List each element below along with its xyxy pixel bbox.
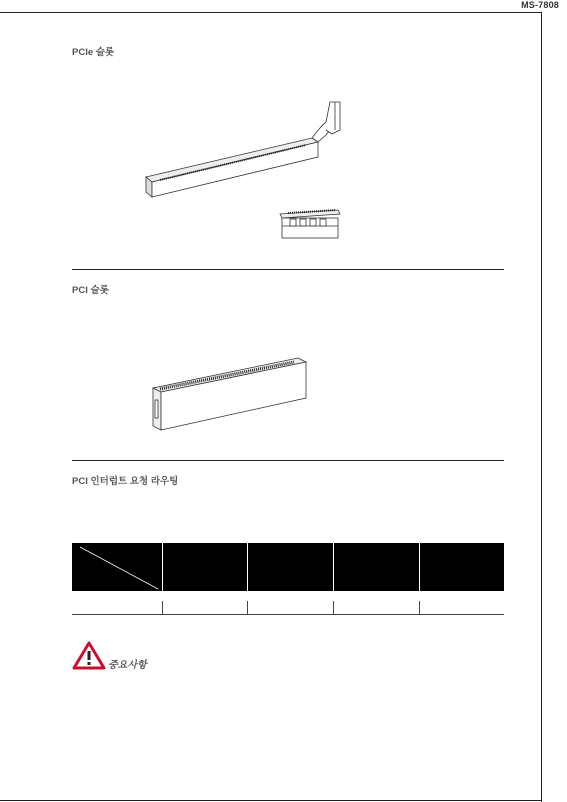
table-column-divider <box>419 543 420 591</box>
table-bottom-rule <box>72 614 504 615</box>
pci-slot-illustration <box>148 350 313 435</box>
table-column-divider <box>333 543 334 591</box>
section-title-pci-irq-routing: PCI 인터럽트 요청 라우팅 <box>72 476 179 487</box>
table-corner-diagonal <box>72 543 162 591</box>
table-row-divider <box>419 601 420 614</box>
page-edge-rule <box>541 12 542 802</box>
section-title-pci-slot: PCI 슬롯 <box>72 285 109 296</box>
footer-rule <box>0 800 542 801</box>
table-column-divider <box>162 543 163 591</box>
table-row-divider <box>247 601 248 614</box>
section-divider <box>72 269 504 270</box>
section-divider <box>72 460 504 461</box>
pcie-slot-illustration <box>140 100 355 250</box>
table-column-divider <box>247 543 248 591</box>
section-title-pcie-slot: PCIe 슬롯 <box>72 47 115 58</box>
table-row-divider <box>162 601 163 614</box>
header-rule <box>0 12 542 13</box>
model-number: MS-7808 <box>521 0 559 10</box>
warning-icon <box>72 641 106 671</box>
important-notice-label: 중요사항 <box>108 660 147 671</box>
table-row-divider <box>333 601 334 614</box>
